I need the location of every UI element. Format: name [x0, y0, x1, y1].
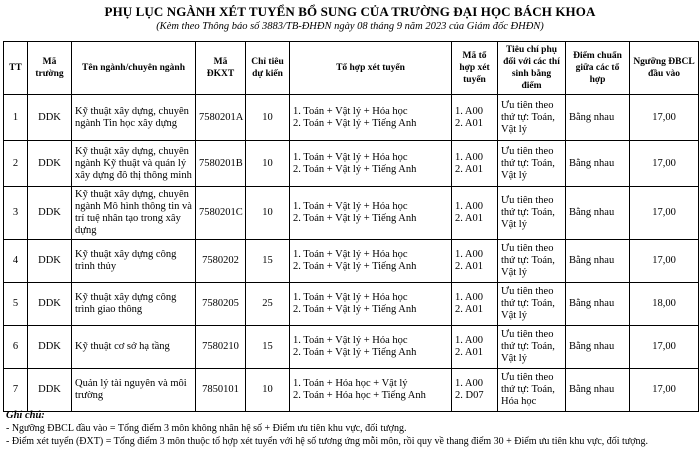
cell-ma-dkxt: 7580202 — [196, 240, 246, 283]
cell-tieu-chi: Ưu tiên theo thứ tự: Toán, Vật lý — [498, 141, 566, 187]
ma-to-hop-1: 1. A00 — [455, 151, 484, 163]
cell-nganh: Kỹ thuật xây dựng, chuyên ngành Tin học xây dựng — [72, 95, 196, 141]
cell-tt: 4 — [4, 240, 28, 283]
cell-nguong: 17,00 — [630, 95, 699, 141]
ma-to-hop-1: 1. A00 — [455, 378, 484, 389]
cell-tt: 2 — [4, 141, 28, 187]
cell-tieu-chi: Ưu tiên theo thứ tự: Toán, Vật lý — [498, 95, 566, 141]
cell-chi-tieu: 10 — [246, 369, 290, 412]
cell-nganh: Kỹ thuật xây dựng, chuyên ngành Kỹ thuật và quản lý xây dựng đô thị thông minh — [72, 141, 196, 187]
ma-to-hop-2: 2. A01 — [455, 163, 484, 175]
cell-nguong: 17,00 — [630, 369, 699, 412]
table-row — [4, 141, 699, 187]
cell-tieu-chi: Ưu tiên theo thứ tự: Toán, Vật lý — [498, 283, 566, 326]
cell-nguong: 17,00 — [630, 187, 699, 240]
cell-ma-truong: DDK — [28, 141, 72, 187]
cell-nganh: Kỹ thuật xây dựng, chuyên ngành Mô hình thông tin và trí tuệ nhân tạo trong xây dựng — [72, 187, 196, 240]
cell-to-hop — [290, 141, 452, 187]
header-to-hop: Tổ hợp xét tuyển — [290, 42, 452, 95]
cell-ma-truong: DDK — [28, 369, 72, 412]
cell-diem-chuan: Bằng nhau — [566, 369, 630, 412]
cell-diem-chuan: Bằng nhau — [566, 95, 630, 141]
cell-ma-dkxt: 7580201C — [196, 187, 246, 240]
cell-tt: 6 — [4, 326, 28, 369]
ma-to-hop-2: 2. A01 — [455, 261, 484, 272]
cell-ma-to-hop — [452, 283, 498, 326]
cell-to-hop — [290, 187, 452, 240]
cell-ma-to-hop — [452, 95, 498, 141]
cell-diem-chuan: Bằng nhau — [566, 240, 630, 283]
note-line-2: - Điểm xét tuyển (ĐXT) = Tổng điểm 3 môn thuộc tổ hợp xét tuyển với hệ số tương ứng mỗi môn, rồi quy về thang điểm 30 + Điểm ưu tiên khu vực, đối tượng. — [6, 436, 649, 447]
to-hop-1: 1. Toán + Vật lý + Hóa học — [293, 335, 408, 346]
cell-ma-truong: DDK — [28, 187, 72, 240]
table-row — [4, 240, 699, 283]
ma-to-hop-2: 2. A01 — [455, 304, 484, 315]
cell-diem-chuan: Bằng nhau — [566, 326, 630, 369]
cell-ma-dkxt: 7580210 — [196, 326, 246, 369]
to-hop-2: 2. Toán + Hóa học + Tiếng Anh — [293, 390, 426, 401]
header-ma-dkxt: Mã ĐKXT — [196, 42, 246, 95]
to-hop-2: 2. Toán + Vật lý + Tiếng Anh — [293, 163, 417, 175]
to-hop-1: 1. Toán + Vật lý + Hóa học — [293, 105, 408, 117]
to-hop-2: 2. Toán + Vật lý + Tiếng Anh — [293, 261, 417, 272]
cell-ma-to-hop — [452, 326, 498, 369]
ma-to-hop-1: 1. A00 — [455, 201, 484, 212]
cell-nganh: Kỹ thuật xây dựng công trình giao thông — [72, 283, 196, 326]
cell-ma-dkxt: 7580201A — [196, 95, 246, 141]
header-ma-truong: Mã trường — [28, 42, 72, 95]
cell-chi-tieu: 25 — [246, 283, 290, 326]
document-title: PHỤ LỤC NGÀNH XÉT TUYỂN BỔ SUNG CỦA TRƯỜNG ĐẠI HỌC BÁCH KHOA — [104, 4, 596, 19]
table-row — [4, 326, 699, 369]
table-row — [4, 95, 699, 141]
cell-diem-chuan: Bằng nhau — [566, 187, 630, 240]
to-hop-1: 1. Toán + Vật lý + Hóa học — [293, 249, 408, 260]
cell-tt: 3 — [4, 187, 28, 240]
ma-to-hop-2: 2. D07 — [455, 390, 484, 401]
cell-tieu-chi: Ưu tiên theo thứ tự: Toán, Vật lý — [498, 326, 566, 369]
table-row — [4, 369, 699, 412]
cell-nguong: 18,00 — [630, 283, 699, 326]
header-nguong: Ngưỡng ĐBCL đầu vào — [630, 42, 699, 95]
ma-to-hop-1: 1. A00 — [455, 335, 484, 346]
table-row — [4, 187, 699, 240]
cell-chi-tieu: 10 — [246, 141, 290, 187]
cell-ma-to-hop — [452, 187, 498, 240]
cell-to-hop — [290, 95, 452, 141]
header-nganh: Tên ngành/chuyên ngành — [72, 42, 196, 95]
cell-chi-tieu: 15 — [246, 240, 290, 283]
cell-tieu-chi: Ưu tiên theo thứ tự: Toán, Vật lý — [498, 240, 566, 283]
to-hop-2: 2. Toán + Vật lý + Tiếng Anh — [293, 213, 417, 224]
document-subtitle: (Kèm theo Thông báo số 3883/TB-ĐHĐN ngày 08 tháng 9 năm 2023 của Giám đốc ĐHĐN) — [156, 21, 544, 32]
cell-nguong: 17,00 — [630, 141, 699, 187]
cell-ma-dkxt: 7580201B — [196, 141, 246, 187]
cell-chi-tieu: 10 — [246, 95, 290, 141]
cell-tieu-chi: Ưu tiên theo thứ tự: Toán, Vật lý — [498, 187, 566, 240]
cell-ma-truong: DDK — [28, 95, 72, 141]
cell-ma-dkxt: 7850101 — [196, 369, 246, 412]
cell-tt: 5 — [4, 283, 28, 326]
cell-ma-truong: DDK — [28, 240, 72, 283]
cell-ma-dkxt: 7580205 — [196, 283, 246, 326]
cell-to-hop — [290, 283, 452, 326]
cell-nganh: Quản lý tài nguyên và môi trường — [72, 369, 196, 412]
to-hop-1: 1. Toán + Vật lý + Hóa học — [293, 151, 408, 163]
header-diem-chuan: Điểm chuẩn giữa các tổ hợp — [566, 42, 630, 95]
cell-nganh: Kỹ thuật cơ sở hạ tầng — [72, 326, 196, 369]
cell-ma-to-hop — [452, 369, 498, 412]
cell-ma-truong: DDK — [28, 283, 72, 326]
to-hop-1: 1. Toán + Vật lý + Hóa học — [293, 201, 408, 212]
cell-ma-to-hop — [452, 141, 498, 187]
header-tt: TT — [4, 42, 28, 95]
cell-nguong: 17,00 — [630, 240, 699, 283]
header-tieu-chi: Tiêu chí phụ đối với các thí sinh bằng điểm — [498, 42, 566, 95]
ma-to-hop-2: 2. A01 — [455, 213, 484, 224]
cell-to-hop — [290, 326, 452, 369]
to-hop-2: 2. Toán + Vật lý + Tiếng Anh — [293, 117, 417, 129]
table-row — [4, 283, 699, 326]
ma-to-hop-1: 1. A00 — [455, 249, 484, 260]
cell-nguong: 17,00 — [630, 326, 699, 369]
cell-tt: 1 — [4, 95, 28, 141]
admission-table — [3, 41, 699, 412]
ma-to-hop-1: 1. A00 — [455, 292, 484, 303]
ma-to-hop-2: 2. A01 — [455, 347, 484, 358]
to-hop-1: 1. Toán + Hóa học + Vật lý — [293, 378, 408, 389]
cell-tieu-chi: Ưu tiên theo thứ tự: Toán, Hóa học — [498, 369, 566, 412]
cell-chi-tieu: 15 — [246, 326, 290, 369]
cell-chi-tieu: 10 — [246, 187, 290, 240]
cell-ma-to-hop — [452, 240, 498, 283]
to-hop-2: 2. Toán + Vật lý + Tiếng Anh — [293, 347, 417, 358]
to-hop-2: 2. Toán + Vật lý + Tiếng Anh — [293, 304, 417, 315]
ma-to-hop-2: 2. A01 — [455, 117, 484, 129]
cell-ma-truong: DDK — [28, 326, 72, 369]
ma-to-hop-1: 1. A00 — [455, 105, 484, 117]
to-hop-1: 1. Toán + Vật lý + Hóa học — [293, 292, 408, 303]
cell-diem-chuan: Bằng nhau — [566, 283, 630, 326]
cell-diem-chuan: Bằng nhau — [566, 141, 630, 187]
header-chi-tieu: Chỉ tiêu dự kiến — [246, 42, 290, 95]
table-header-row — [4, 42, 699, 95]
cell-to-hop — [290, 369, 452, 412]
note-line-1: - Ngưỡng ĐBCL đầu vào = Tổng điểm 3 môn không nhân hệ số + Điểm ưu tiên khu vực, đối tượng. — [6, 423, 407, 434]
notes-title: Ghi chú: — [6, 410, 45, 421]
cell-nganh: Kỹ thuật xây dựng công trình thủy — [72, 240, 196, 283]
cell-tt: 7 — [4, 369, 28, 412]
cell-to-hop — [290, 240, 452, 283]
header-ma-to-hop: Mã tổ hợp xét tuyển — [452, 42, 498, 95]
